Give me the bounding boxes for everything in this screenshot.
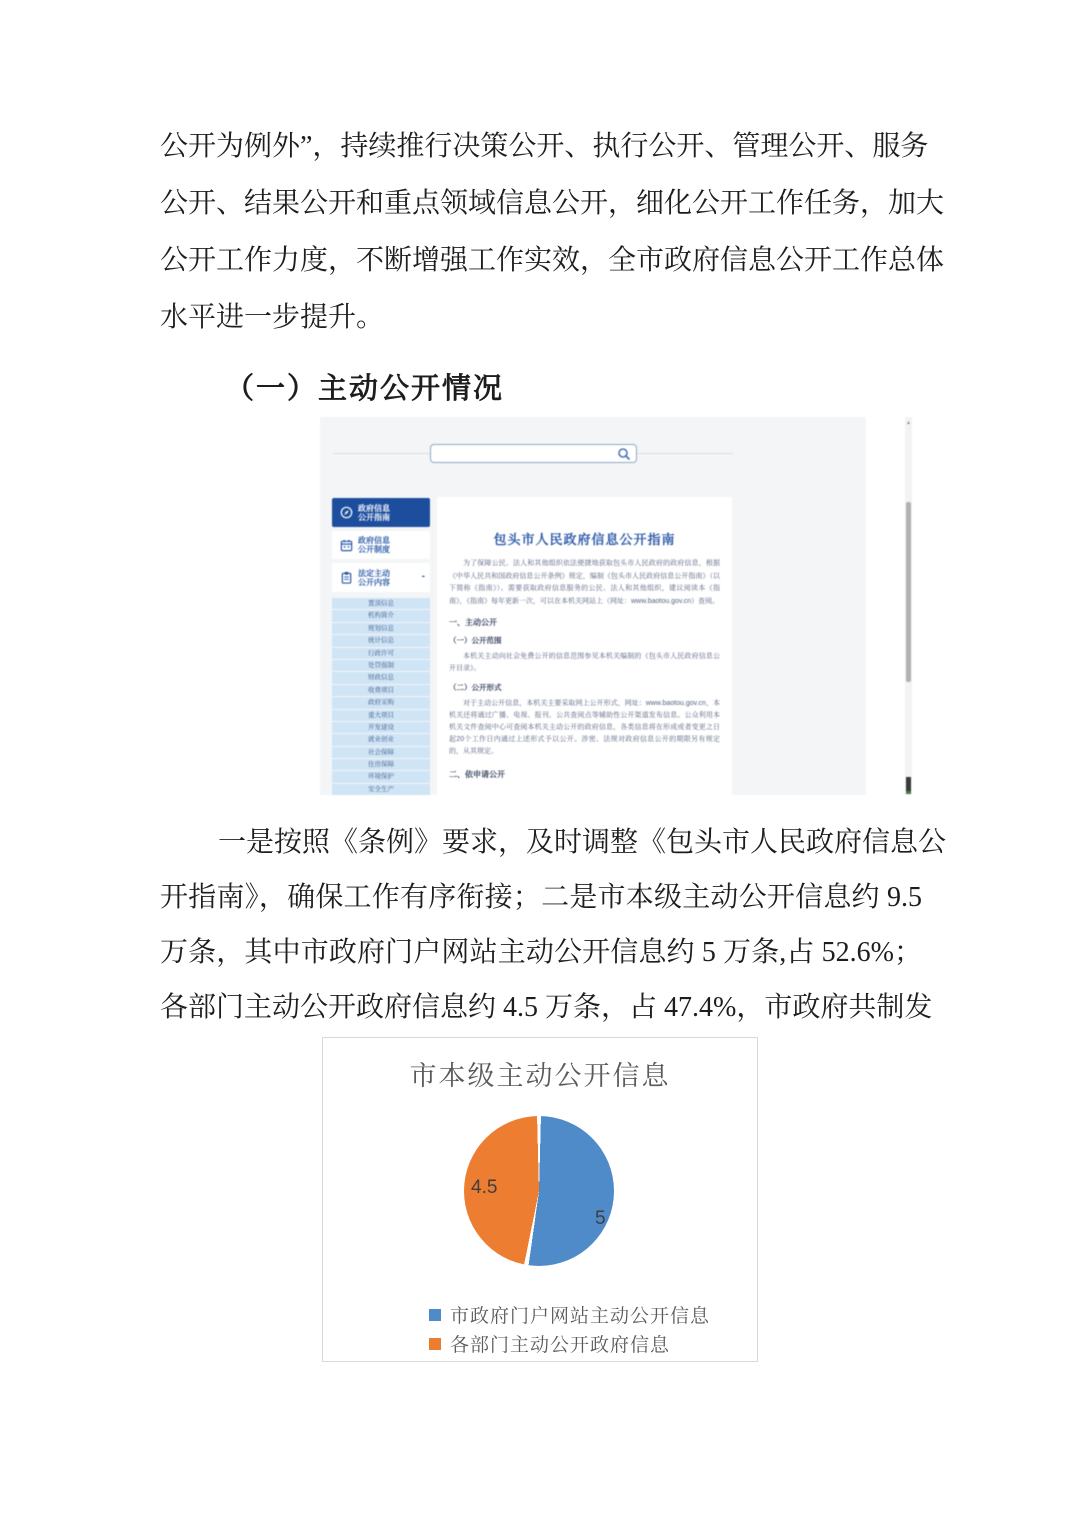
legend-row	[429, 1300, 710, 1329]
webpage-title: 包头市人民政府信息公开指南	[493, 532, 676, 547]
paragraph-2	[160, 815, 947, 1035]
scrollbar-end-accent	[906, 791, 911, 794]
section-heading: （一）主动公开情况	[225, 373, 505, 405]
sidebar-item-statutory-content	[332, 563, 430, 592]
webpage-section-1b-heading: （二）公开形式	[449, 683, 502, 692]
submenu-item: 规划信息	[332, 623, 430, 634]
submenu-item: 财政信息	[332, 672, 430, 683]
submenu-item: 社会保障	[332, 747, 430, 758]
webpage-intro-paragraph: 为了保障公民、法人和其他组织依法便捷地获取包头市人民政府的政府信息，根据《中华人民共和国政府信息公开条例》规定，编制《包头市人民政府信息公开指南》（以下简称《指南》）。需要获取政府信息服务的公民、法人和其他组织，建议阅读本《指南》，《指南》每年更新一次，可以在本机关网站上（网址：www.baotou.gov.cn）查阅。	[449, 560, 720, 605]
webpage-section-1a-text: 本机关主动向社会免费公开的信息范围参见本机关编制的《包头市人民政府信息公开目录》。	[449, 653, 720, 672]
body-line: 万条，其中市政府门户网站主动公开信息约 5 万条,占 52.6%；	[160, 937, 922, 968]
scrollbar-thumb	[906, 502, 911, 682]
submenu-item: 就业创业	[332, 734, 430, 745]
submenu-item: 开发建设	[332, 722, 430, 733]
submenu-item: 处罚强制	[332, 660, 430, 671]
sidebar-item-label: 政府信息 公开制度	[358, 536, 390, 554]
page-gutter	[866, 417, 905, 795]
submenu-item: 机构简介	[332, 610, 430, 621]
body-line: 一是按照《条例》要求，及时调整《包头市人民政府信息公	[218, 827, 947, 858]
sidebar-item-guide	[332, 498, 430, 527]
webpage-section-1b-text: 对于主动公开信息，本机关主要采取网上公开形式，网址：www.baotou.gov.cn，本机关还将通过广播、电视、报刊、公共查阅点等辅助性公开渠道发布信息。公众利用本机关文件查阅中心可查阅本机关主动公开的政府信息，各类信息将在形成或者变更之日起20个工作日内通过上述形式予以公开。涉密、法规对政府信息公开的期限另有规定的，从其规定。	[449, 700, 720, 755]
search-icon	[617, 447, 631, 461]
calendar-icon	[340, 539, 353, 552]
legend-label: 各部门主动公开政府信息	[450, 1335, 671, 1356]
body-line: 水平进一步提升。	[160, 302, 385, 333]
chart-legend	[429, 1300, 710, 1358]
submenu-item: 重大项目	[332, 710, 430, 721]
sidebar-submenu	[332, 598, 430, 795]
body-line: 开指南》，确保工作有序衔接；二是市本级主动公开信息约 9.5	[160, 882, 922, 913]
sidebar-item-label: 法定主动 公开内容	[358, 568, 390, 587]
chart-title: 市本级主动公开信息	[409, 1061, 671, 1091]
webpage-screenshot-figure[interactable]	[320, 417, 912, 795]
pie-chart-figure[interactable]	[322, 1037, 758, 1362]
legend-swatch-blue	[429, 1309, 441, 1321]
paragraph-1	[160, 118, 945, 346]
body-line: 公开工作力度，不断增强工作实效，全市政府信息公开工作总体	[160, 245, 945, 276]
legend-label: 市政府门户网站主动公开信息	[450, 1306, 711, 1327]
submenu-item: 政府采购	[332, 697, 430, 708]
body-line: 公开为例外”，持续推行决策公开、执行公开、管理公开、服务	[160, 131, 929, 162]
legend-row	[429, 1329, 710, 1358]
pie-slice-label-portal: 5	[595, 1208, 606, 1229]
legend-swatch-orange	[429, 1338, 441, 1350]
submenu-item: 环境保护	[332, 771, 430, 782]
search-input	[430, 444, 637, 463]
body-line: 各部门主动公开政府信息约 4.5 万条，占 47.4%，市政府共制发	[160, 992, 933, 1023]
webpage-section-1a-heading: （一）公开范围	[449, 636, 502, 645]
pie-slice-label-departments: 4.5	[471, 1177, 498, 1198]
submenu-item: 安全生产	[332, 784, 430, 795]
sidebar-item-system	[332, 531, 430, 559]
compass-icon	[340, 506, 353, 519]
scroll-up-icon: ▲	[906, 420, 911, 426]
submenu-item: 收费项目	[332, 685, 430, 696]
webpage-content-card	[437, 497, 732, 795]
webpage-section-1-heading: 一、主动公开	[449, 618, 497, 627]
scrollbar	[905, 417, 912, 795]
sidebar-item-label: 政府信息 公开指南	[358, 503, 390, 522]
submenu-item: 置顶信息	[332, 598, 430, 609]
submenu-item: 行政许可	[332, 648, 430, 659]
submenu-item: 统计信息	[332, 635, 430, 646]
webpage-section-2-heading: 二、依申请公开	[449, 770, 505, 779]
body-line: 公开、结果公开和重点领域信息公开，细化公开工作任务，加大	[160, 188, 945, 219]
submenu-item: 住房保障	[332, 759, 430, 770]
clipboard-icon	[340, 571, 353, 584]
collapse-indicator: -	[421, 571, 425, 582]
